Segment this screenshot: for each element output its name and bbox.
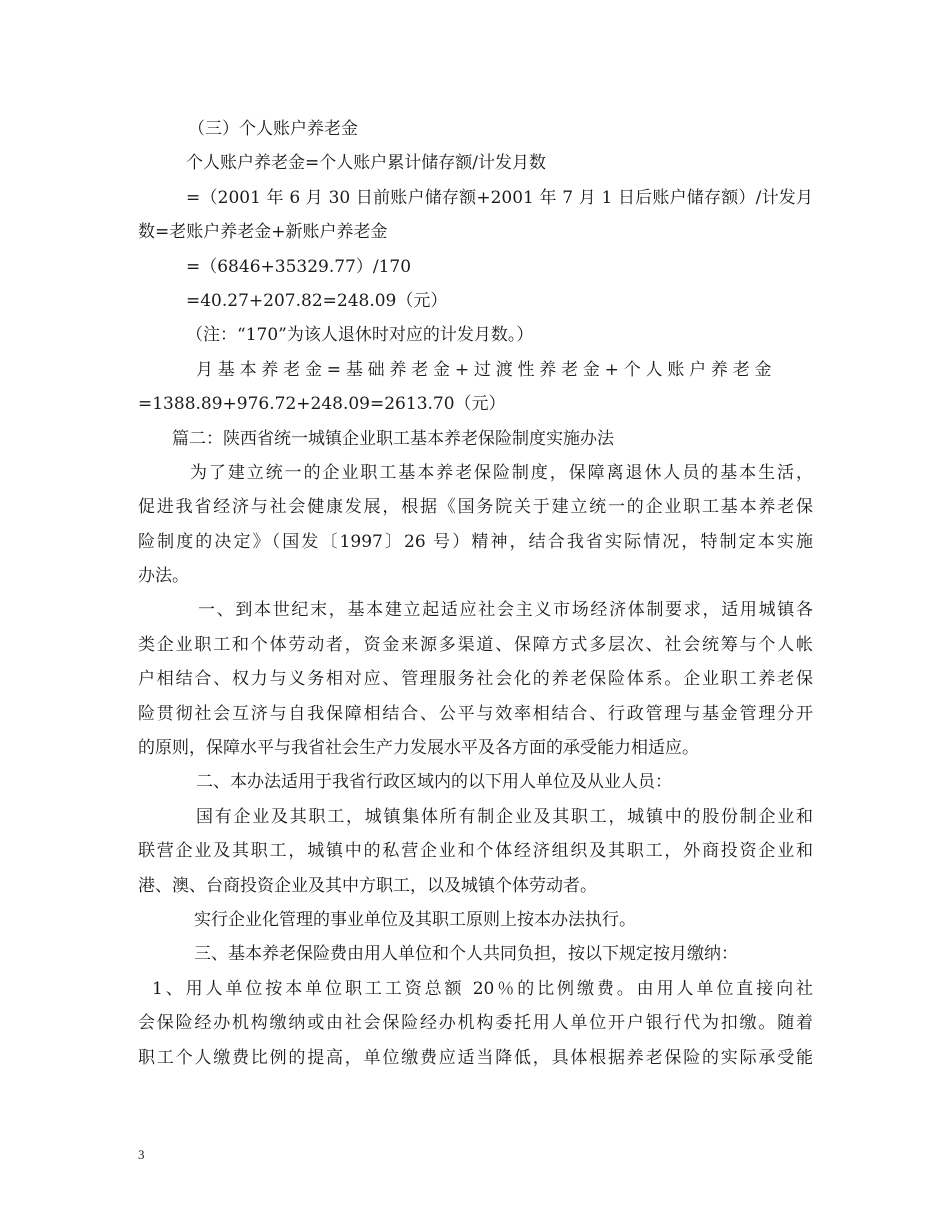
formula-line: 月基本养老金=基础养老金+过渡性养老金+个人账户养老金 — [196, 359, 777, 380]
paragraph-line: 办法。 — [138, 566, 189, 587]
paragraph-line: 户相结合、权力与义务相对应、管理服务社会化的养老保险体系。企业职工养老保 — [138, 669, 813, 690]
document-body — [138, 112, 813, 1075]
section-heading: （三）个人账户养老金 — [188, 119, 358, 139]
paragraph-line: 一、到本世纪末，基本建立起适应社会主义市场经济体制要求，适用城镇各 — [198, 600, 813, 621]
formula-line: =（6846+35329.77）/170 — [186, 256, 412, 277]
formula-line: 数=老账户养老金+新账户养老金 — [138, 222, 388, 243]
paragraph-line: 1、用人单位按本单位职工工资总额 20％的比例缴费。由用人单位直接向社 — [152, 978, 813, 999]
paragraph-line: 促进我省经济与社会健康发展，根据《国务院关于建立统一的企业职工基本养老保 — [138, 497, 813, 518]
paragraph-line: 险贯彻社会互济与自我保障相结合、公平与效率相结合、行政管理与基金管理分开 — [138, 703, 813, 724]
paragraph-line: 实行企业化管理的事业单位及其职工原则上按本办法执行。 — [194, 909, 636, 930]
paragraph-line: 为了建立统一的企业职工基本养老保险制度，保障离退休人员的基本生活， — [190, 462, 813, 483]
page-number: 3 — [138, 1147, 145, 1162]
paragraph-line: 的原则，保障水平与我省社会生产力发展水平及各方面的承受能力相适应。 — [138, 738, 699, 759]
formula-line: =（2001 年 6 月 30 日前账户储存额+2001 年 7 月 1 日后账户储存额）/计发月 — [186, 187, 813, 208]
paragraph-line: 联营企业及其职工，城镇中的私营企业和个体经济组织及其职工，外商投资企业和 — [138, 841, 813, 862]
paragraph-line: 会保险经办机构缴纳或由社会保险经办机构委托用人单位开户银行代为扣缴。随着 — [138, 1013, 813, 1034]
paragraph-line: 三、基本养老保险费由用人单位和个人共同负担，按以下规定按月缴纳： — [194, 944, 738, 965]
formula-line: 个人账户养老金=个人账户累计储存额/计发月数 — [186, 153, 546, 174]
paragraph-line: 国有企业及其职工，城镇集体所有制企业及其职工，城镇中的股份制企业和 — [196, 806, 813, 827]
formula-line: =40.27+207.82=248.09（元） — [186, 290, 448, 311]
formula-line: =1388.89+976.72+248.09=2613.70（元） — [138, 394, 506, 415]
paragraph-line: 险制度的决定》（国发〔1997〕26 号）精神，结合我省实际情况，特制定本实施 — [138, 531, 813, 552]
paragraph-line: 职工个人缴费比例的提高，单位缴费应适当降低，具体根据养老保险的实际承受能 — [138, 1047, 813, 1068]
article-title: 篇二：陕西省统一城镇企业职工基本养老保险制度实施办法 — [172, 428, 614, 449]
paragraph-line: 二、本办法适用于我省行政区域内的以下用人单位及从业人员： — [196, 772, 672, 793]
paragraph-line: 类企业职工和个体劳动者，资金来源多渠道、保障方式多层次、社会统筹与个人帐 — [138, 634, 813, 655]
paragraph-line: 港、澳、台商投资企业及其中方职工，以及城镇个体劳动者。 — [138, 875, 597, 896]
note-line: （注：“170”为该人退休时对应的计发月数。） — [186, 325, 534, 346]
